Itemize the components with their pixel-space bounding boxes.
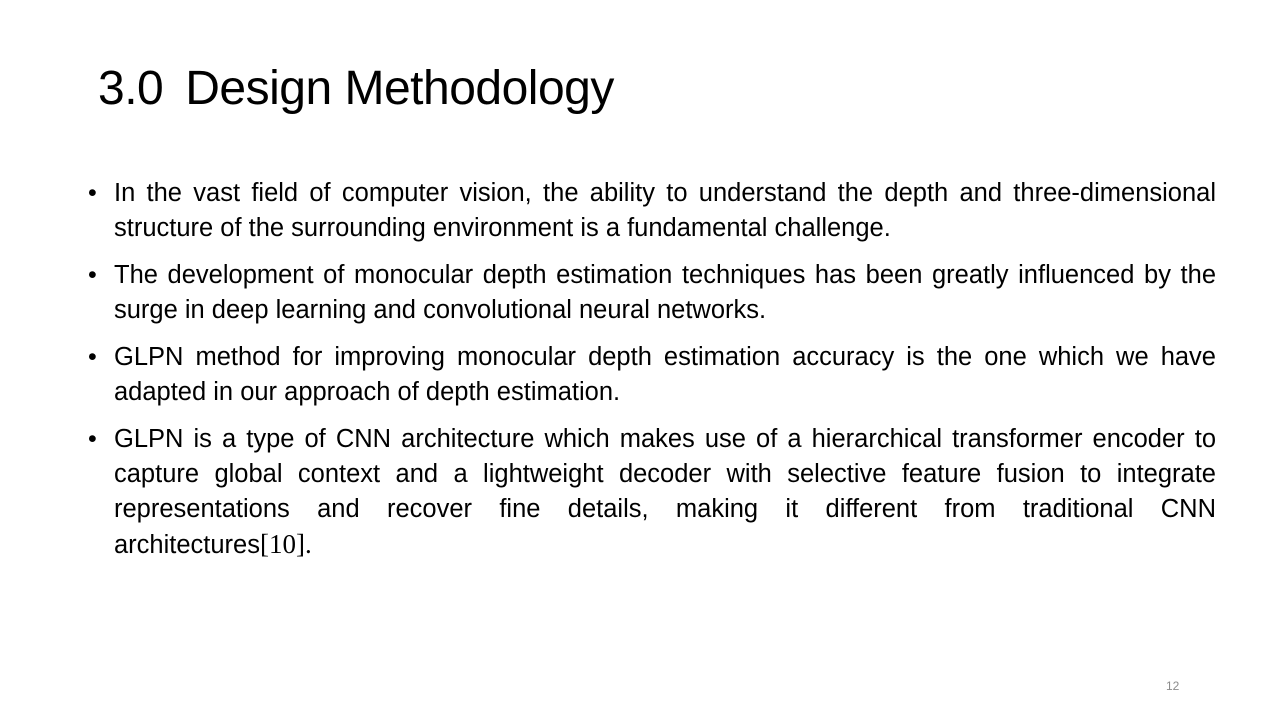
bullet-item xyxy=(88,176,1216,246)
page-title xyxy=(98,60,614,118)
bullet-dot-icon: • xyxy=(88,425,97,453)
bullet-text: GLPN is a type of CNN architecture which makes use of a hierarchical transformer encoder to capture global context and a lightweight decoder with selective feature fusion to integrate representations and recover fine details, making it different from traditional CNN architectures xyxy=(114,425,1216,559)
bullet-list xyxy=(88,176,1216,575)
bullet-dot-icon: • xyxy=(88,179,97,207)
bullet-dot-icon: • xyxy=(88,343,97,371)
page-number: 12 xyxy=(1166,679,1180,693)
title-number: 3.0 xyxy=(98,62,164,115)
bullet-item xyxy=(88,340,1216,410)
bullet-item xyxy=(88,258,1216,328)
bullet-text: The development of monocular depth estimation techniques has been greatly influenced by the surge in deep learning and convolutional neural networks. xyxy=(114,261,1216,324)
bullet-text: GLPN method for improving monocular depth estimation accuracy is the one which we have adapted in our approach of depth estimation. xyxy=(114,343,1216,406)
bullet-text: In the vast field of computer vision, the ability to understand the depth and three-dimensional structure of the surrounding environment is a fundamental challenge. xyxy=(114,179,1216,242)
citation-reference: [10] xyxy=(259,529,305,559)
bullet-end-period: . xyxy=(304,529,312,559)
title-text: Design Methodology xyxy=(185,62,614,115)
bullet-item xyxy=(88,422,1216,563)
bullet-dot-icon: • xyxy=(88,261,97,289)
